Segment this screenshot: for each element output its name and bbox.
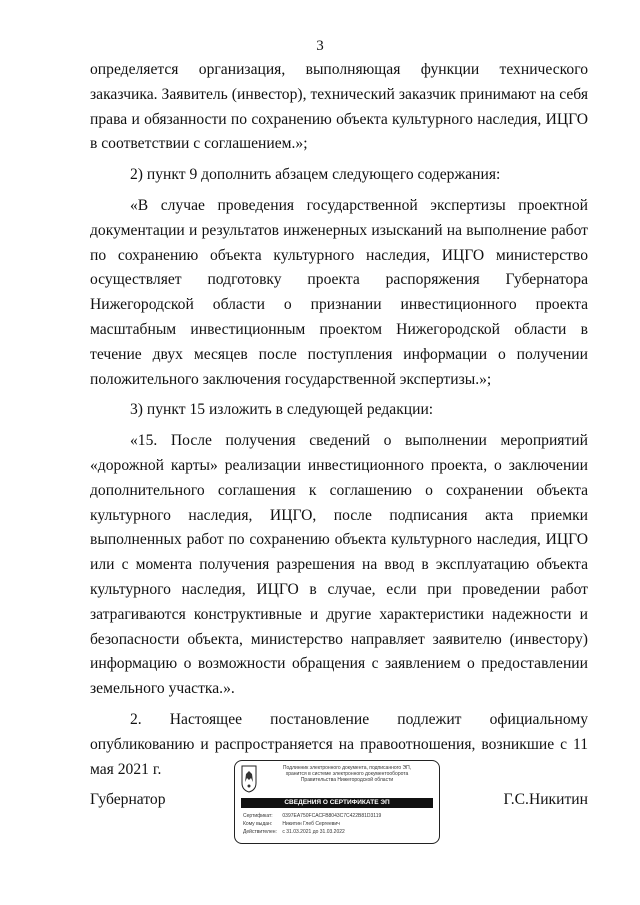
certificate-value: 0397EA750FCACFB8043C7C422B81D3119 (282, 813, 382, 819)
paragraph: определяется организация, выполняющая функции технического заказчика. Заявитель (инвестор), технический заказчик принимают на себя права и обязанности по сохранению объекта культурного наследия, ИЦГО в соответствии с соглашением.»; (90, 61, 588, 153)
stamp-header (259, 765, 435, 783)
signatory-title: Губернатор (90, 791, 166, 808)
stamp-header-line: Правительства Нижегородской области (300, 777, 394, 783)
certificate-heading: СВЕДЕНИЯ О СЕРТИФИКАТЕ ЭП (241, 798, 433, 808)
document-body (90, 58, 588, 782)
paragraph: «15. После получения сведений о выполнении мероприятий «дорожной карты» реализации инвестиционного проекта, о заключении дополнительного соглашения к соглашению о сохранении объекта культурного наследия, ИЦГО, после подписания акта приемки выполненных работ по сохранению объекта культурного наследия, ИЦГО или с момента получения разрешения на ввод в эксплуатацию объекта культурного наследия, ИЦГО в случае, если при проведении работ затрагиваются конструктивные и другие характеристики надежности и безопасности объекта, министерство направляет заявителю (инвестору) информацию о возможности обращения с заявлением о предоставлении земельного участка.». (90, 432, 588, 698)
validity-label: Действителен: (243, 829, 277, 835)
certificate-details (243, 812, 435, 836)
paragraph: «В случае проведения государственной экспертизы проектной документации и результатов инженерных изысканий на выполнение работ по сохранению объекта культурного наследия, ИЦГО министерство осуществляет подготовку проекта распоряжения Губернатора Нижегородской области о признании инвестиционного проекта масштабным инвестиционным проектом Нижегородской области в течение двух месяцев после поступления информации о получении положительного заключения государственной экспертизы.»; (90, 196, 588, 388)
stamp-header-line: хранится в системе электронного документооборота (285, 771, 409, 777)
certificate-row (243, 812, 435, 820)
paragraph: 3) пункт 15 изложить в следующей редакции: (130, 401, 434, 419)
issued-to-value: Никитин Глеб Сергеевич (282, 821, 340, 827)
page-number: 3 (316, 38, 324, 54)
signatory-name: Г.С.Никитин (503, 791, 588, 808)
stamp-header-line: Подлинник электронного документа, подписанного ЭП, (282, 765, 412, 771)
paragraph: 2. Настоящее постановление подлежит официальному опубликованию и распространяется на правоотношения, возникшие с 11 мая 2021 г. (90, 710, 588, 778)
digital-signature-stamp (234, 760, 440, 844)
issued-to-row (243, 820, 435, 828)
validity-value: с 31.03.2021 до 31.03.2022 (282, 829, 345, 835)
validity-row (243, 828, 435, 836)
paragraph: 2) пункт 9 дополнить абзацем следующего содержания: (130, 166, 501, 184)
coat-of-arms-icon (241, 765, 257, 793)
certificate-label: Сертификат: (243, 813, 273, 819)
issued-to-label: Кому выдан: (243, 821, 273, 827)
